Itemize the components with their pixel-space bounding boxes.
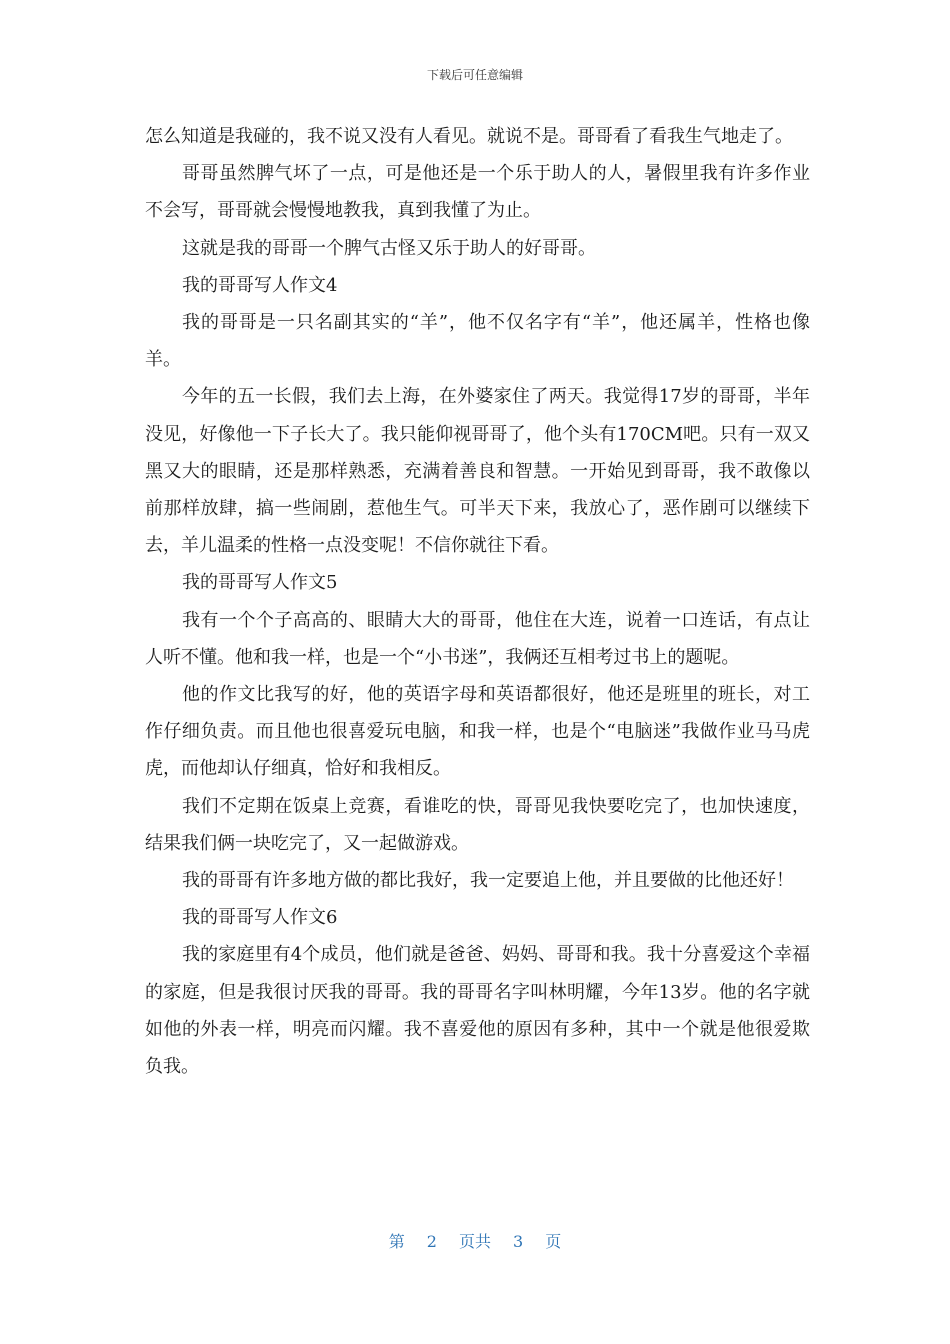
paragraph: 怎么知道是我碰的，我不说又没有人看见。就说不是。哥哥看了看我生气地走了。 <box>145 126 793 147</box>
page-footer <box>0 1229 950 1252</box>
paragraph: 哥哥虽然脾气坏了一点，可是他还是一个乐于助人的人，暑假里我有许多作业不会写，哥哥就会慢慢地教我，真到我懂了为止。 <box>145 163 810 222</box>
footer-label-page: 第 <box>388 1232 405 1251</box>
footer-label-end: 页 <box>545 1232 562 1251</box>
footer-label-total: 页共 <box>458 1232 491 1251</box>
footer-total-pages: 3 <box>513 1232 524 1251</box>
paragraph: 我的哥哥有许多地方做的都比我好，我一定要追上他，并且要做的比他还好！ <box>182 870 794 892</box>
paragraph: 我的哥哥是一只名副其实的“羊”，他不仅名字有“羊”，他还属羊，性格也像羊。 <box>145 312 810 371</box>
paragraph: 我们不定期在饭桌上竞赛，看谁吃的快，哥哥见我快要吃完了，也加快速度，结果我们俩一块吃完了，又一起做游戏。 <box>145 795 810 854</box>
paragraph: 这就是我的哥哥一个脾气古怪又乐于助人的好哥哥。 <box>182 237 596 259</box>
section-title: 我的哥哥写人作文4 <box>182 274 338 296</box>
footer-current-page: 2 <box>426 1232 437 1251</box>
page-header: 下载后可任意编辑 <box>426 68 523 82</box>
section-title: 我的哥哥写人作文5 <box>182 572 338 594</box>
paragraph: 他的作文比我写的好，他的英语字母和英语都很好，他还是班里的班长，对工作仔细负责。而且他也很喜爱玩电脑，和我一样，也是个“电脑迷”我做作业马马虎虎，而他却认仔细真，恰好和我相反。 <box>145 684 810 780</box>
paragraph: 我有一个个子高高的、眼睛大大的哥哥，他住在大连，说着一口连话，有点让人听不懂。他和我一样，也是一个“小书迷”，我俩还互相考过书上的题呢。 <box>145 609 810 668</box>
document-body <box>145 118 810 1085</box>
paragraph: 今年的五一长假，我们去上海，在外婆家住了两天。我觉得17岁的哥哥，半年没见，好像他一下子长大了。我只能仰视哥哥了，他个头有170CM吧。只有一双又黑又大的眼睛，还是那样熟悉，充满着善良和智慧。一开始见到哥哥，我不敢像以前那样放肆，搞一些闹剧，惹他生气。可半天下来，我放心了，恶作剧可以继续下去，羊儿温柔的性格一点没变呢！不信你就往下看。 <box>145 386 810 557</box>
section-title: 我的哥哥写人作文6 <box>182 907 338 929</box>
paragraph: 我的家庭里有4个成员，他们就是爸爸、妈妈、哥哥和我。我十分喜爱这个幸福的家庭，但是我很讨厌我的哥哥。我的哥哥名字叫林明耀，今年13岁。他的名字就如他的外表一样，明亮而闪耀。我不喜爱他的原因有多种，其中一个就是他很爱欺负我。 <box>145 944 810 1078</box>
